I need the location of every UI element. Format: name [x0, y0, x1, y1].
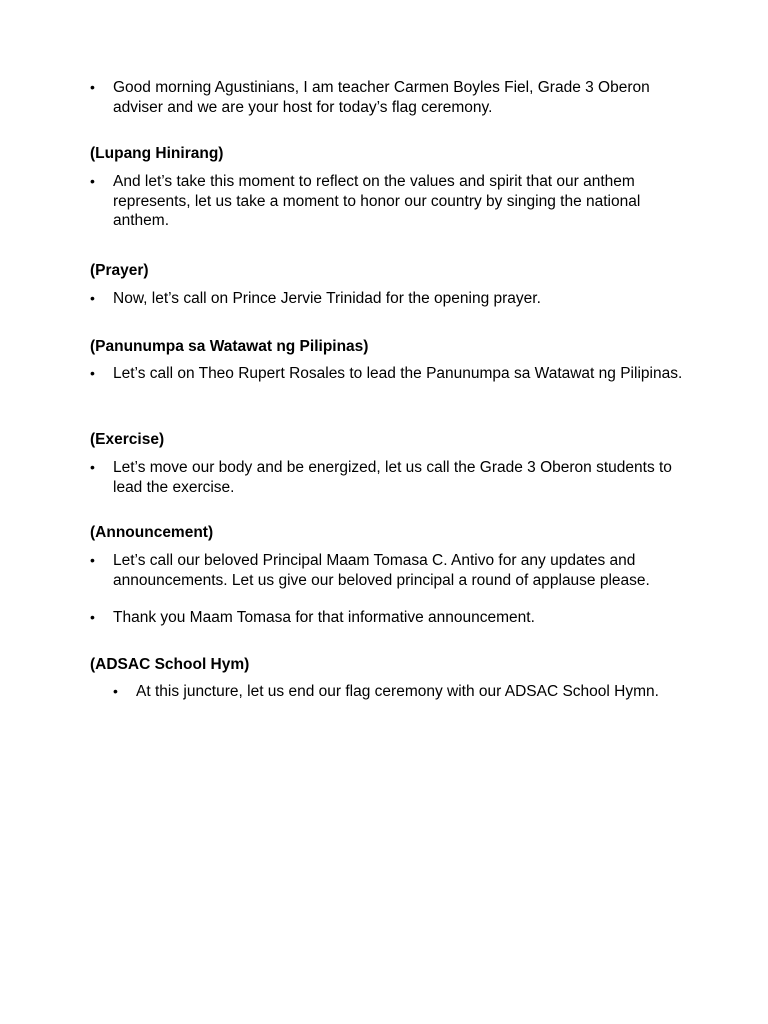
heading-exercise: (Exercise): [90, 431, 165, 448]
announcement-text: Let’s call our beloved Principal Maam Tomasa C. Antivo for any updates and announcements. Let us give our beloved principal a round of applause please.: [113, 552, 650, 589]
heading-prayer: (Prayer): [90, 262, 149, 279]
panunumpa-text: Let’s call on Theo Rupert Rosales to lead the Panunumpa sa Watawat ng Pilipinas.: [113, 365, 683, 382]
list-item: [90, 78, 690, 117]
bullet-glyph: •: [90, 459, 95, 475]
exercise-text: Let’s move our body and be energized, let us call the Grade 3 Oberon students to lead the exercise.: [113, 459, 672, 496]
hymn-text: At this juncture, let us end our flag ceremony with our ADSAC School Hymn.: [136, 683, 659, 700]
bullet-glyph: •: [90, 552, 95, 568]
heading-adsac-hymn: (ADSAC School Hym): [90, 656, 250, 673]
lupang-text: And let’s take this moment to reflect on the values and spirit that our anthem represents, let us take a moment to honor our country by singing the national anthem.: [113, 173, 641, 229]
bullet-glyph: •: [113, 683, 118, 699]
bullet-glyph: •: [90, 290, 95, 306]
list-item: [90, 551, 690, 590]
list-item: [113, 682, 713, 702]
list-item: [90, 608, 690, 628]
heading-announcement: (Announcement): [90, 524, 214, 541]
list-item: [90, 172, 690, 231]
bullet-glyph: •: [90, 365, 95, 381]
list-item: [90, 458, 690, 497]
list-item: [90, 289, 690, 309]
heading-lupang-hinirang: (Lupang Hinirang): [90, 145, 224, 162]
list-item: [90, 364, 690, 384]
prayer-text: Now, let’s call on Prince Jervie Trinidad for the opening prayer.: [113, 290, 541, 307]
bullet-glyph: •: [90, 79, 95, 95]
announcement-thanks-text: Thank you Maam Tomasa for that informative announcement.: [113, 609, 535, 626]
bullet-glyph: •: [90, 173, 95, 189]
heading-panunumpa: (Panunumpa sa Watawat ng Pilipinas): [90, 338, 369, 355]
bullet-glyph: •: [90, 609, 95, 625]
intro-text: Good morning Agustinians, I am teacher Carmen Boyles Fiel, Grade 3 Oberon adviser and we are your host for today’s flag ceremony.: [113, 79, 650, 116]
